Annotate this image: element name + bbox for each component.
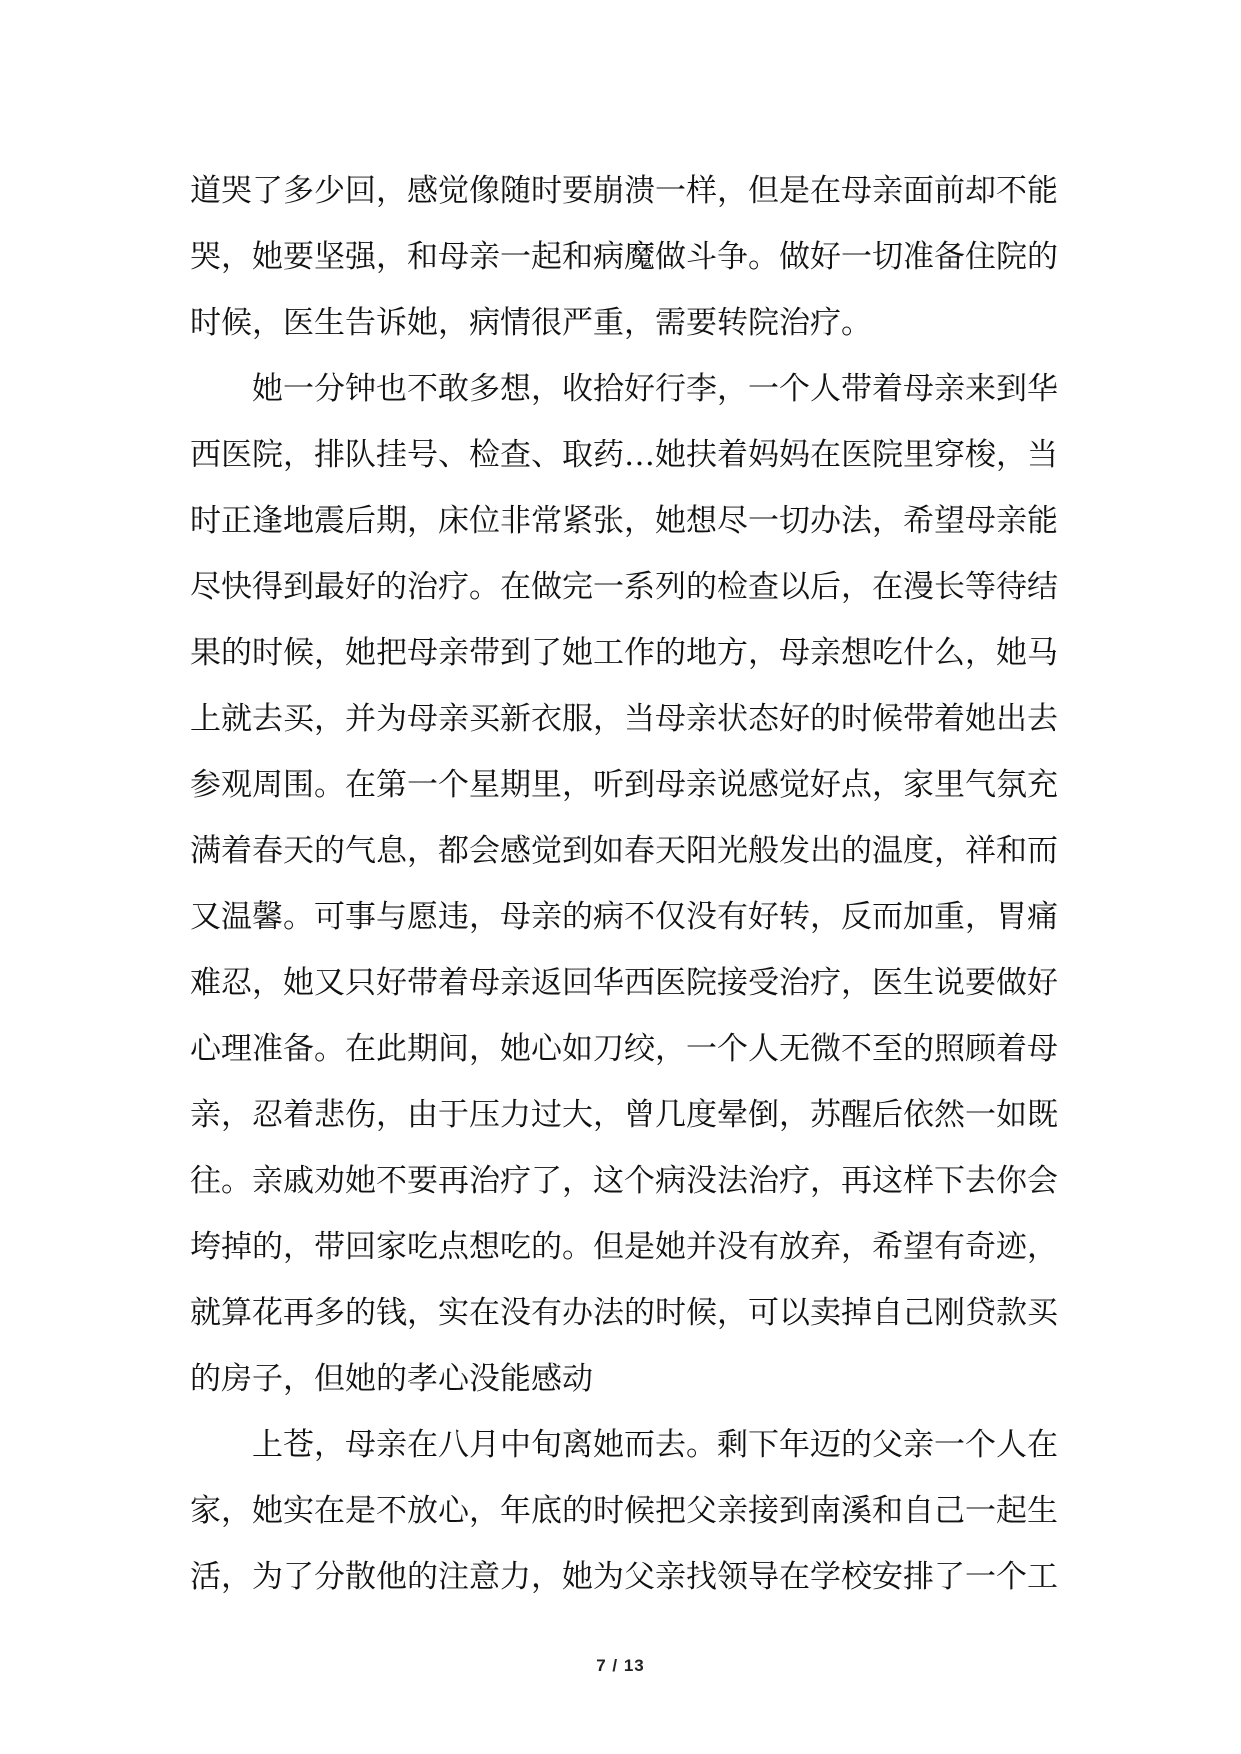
text-line: 就算花再多的钱，实在没有办法的时候，可以卖掉自己刚贷款买 (190, 1295, 1058, 1331)
text-line: 道哭了多少回，感觉像随时要崩溃一样，但是在母亲面前却不能 (190, 173, 1058, 209)
text-line: 参观周围。在第一个星期里，听到母亲说感觉好点，家里气氛充 (190, 767, 1058, 803)
text-line: 往。亲戚劝她不要再治疗了，这个病没法治疗，再这样下去你会 (190, 1163, 1058, 1199)
text-line: 难忍，她又只好带着母亲返回华西医院接受治疗，医生说要做好 (190, 965, 1058, 1001)
text-line: 心理准备。在此期间，她心如刀绞，一个人无微不至的照顾着母 (190, 1031, 1058, 1067)
body-text (190, 158, 1070, 1610)
text-line: 尽快得到最好的治疗。在做完一系列的检查以后，在漫长等待结 (190, 569, 1058, 605)
text-line: 又温馨。可事与愿违，母亲的病不仅没有好转，反而加重，胃痛 (190, 899, 1058, 935)
page-number: 7 / 13 (596, 1656, 645, 1675)
text-line: 果的时候，她把母亲带到了她工作的地方，母亲想吃什么，她马 (190, 635, 1058, 671)
text-line: 西医院，排队挂号、检查、取药…她扶着妈妈在医院里穿梭，当 (190, 437, 1058, 473)
text-line: 的房子，但她的孝心没能感动 (190, 1361, 593, 1397)
text-line: 哭，她要坚强，和母亲一起和病魔做斗争。做好一切准备住院的 (190, 239, 1058, 275)
text-line: 活，为了分散他的注意力，她为父亲找领导在学校安排了一个工 (190, 1559, 1058, 1595)
paragraph-start-line: 上苍，母亲在八月中旬离她而去。剩下年迈的父亲一个人在 (252, 1427, 1058, 1463)
text-line: 时候，医生告诉她，病情很严重，需要转院治疗。 (190, 305, 872, 341)
text-line: 家，她实在是不放心，年底的时候把父亲接到南溪和自己一起生 (190, 1493, 1058, 1529)
text-line: 上就去买，并为母亲买新衣服，当母亲状态好的时候带着她出去 (190, 701, 1058, 737)
text-line: 亲，忍着悲伤，由于压力过大，曾几度晕倒，苏醒后依然一如既 (190, 1097, 1058, 1133)
text-line: 时正逢地震后期，床位非常紧张，她想尽一切办法，希望母亲能 (190, 503, 1058, 539)
text-line: 垮掉的，带回家吃点想吃的。但是她并没有放弃，希望有奇迹， (190, 1229, 1058, 1265)
paragraph-start-line: 她一分钟也不敢多想，收拾好行李，一个人带着母亲来到华 (252, 371, 1058, 407)
text-line: 满着春天的气息，都会感觉到如春天阳光般发出的温度，祥和而 (190, 833, 1058, 869)
